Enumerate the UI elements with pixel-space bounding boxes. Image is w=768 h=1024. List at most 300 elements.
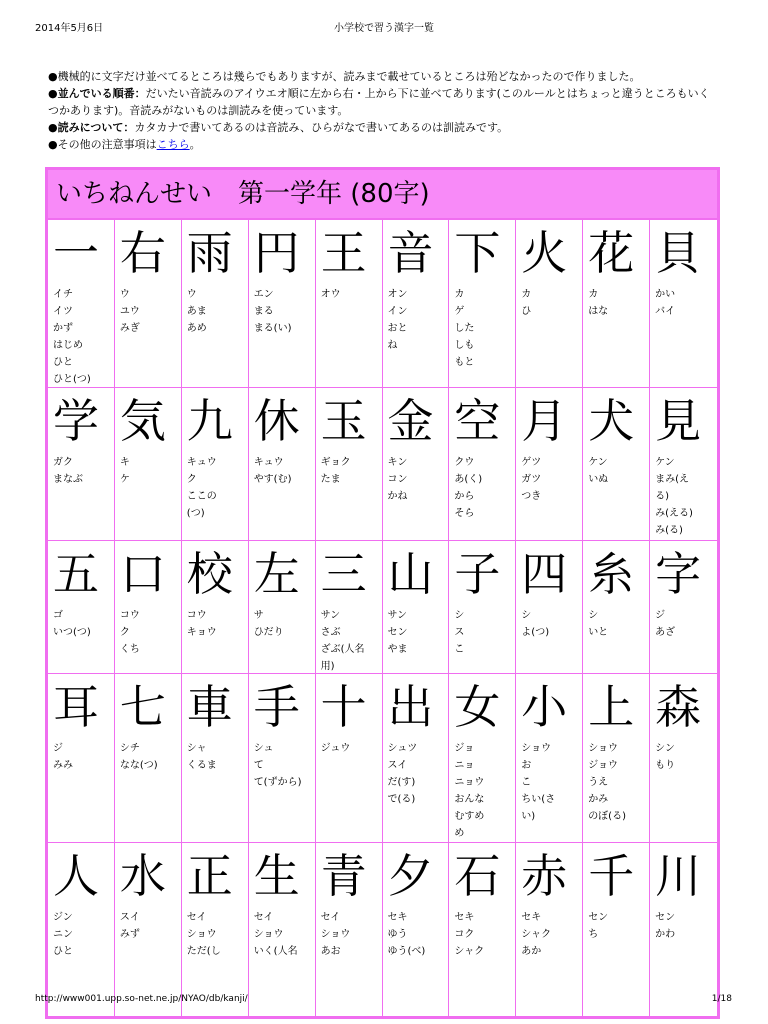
reading: かい xyxy=(655,289,676,300)
kanji-character: 赤 xyxy=(521,849,568,903)
kanji-cell xyxy=(115,674,182,843)
reading: て xyxy=(253,760,264,771)
kanji-cell xyxy=(583,843,650,1019)
kanji-cell xyxy=(316,220,383,388)
kanji-readings xyxy=(254,607,315,641)
kanji-readings xyxy=(321,607,382,674)
kanji-cell xyxy=(516,674,583,843)
reading: かみ xyxy=(588,794,609,805)
reading: やま xyxy=(387,644,408,655)
kanji-readings xyxy=(655,740,717,774)
reading: エン xyxy=(253,289,274,300)
reading: から xyxy=(454,491,475,502)
reading: ひと xyxy=(53,357,73,368)
reading: ざぶ(人名 xyxy=(320,644,365,655)
reading: ね xyxy=(387,340,398,351)
kanji-character: 四 xyxy=(521,547,568,601)
reading: ショウ xyxy=(320,929,351,940)
kanji-cell xyxy=(249,843,316,1019)
kanji-character: 正 xyxy=(186,849,233,903)
kanji-cell xyxy=(449,220,516,388)
kanji-character: 左 xyxy=(253,547,300,601)
reading: キョウ xyxy=(186,627,217,638)
reading: あま xyxy=(186,306,207,317)
kanji-cell xyxy=(650,843,717,1019)
kanji-readings xyxy=(53,607,114,641)
kanji-character: 夕 xyxy=(387,849,434,903)
reading: よ(つ) xyxy=(521,627,550,638)
kanji-character: 子 xyxy=(454,547,501,601)
reading: あめ xyxy=(186,323,207,334)
reading: オウ xyxy=(320,289,341,300)
reading: ガツ xyxy=(521,474,542,485)
kanji-character: 出 xyxy=(387,680,434,734)
kanji-readings xyxy=(187,286,248,337)
kanji-character: 口 xyxy=(119,547,166,601)
reading: コン xyxy=(387,474,408,485)
kanji-readings xyxy=(454,740,515,842)
notes-link[interactable]: こちら xyxy=(156,138,190,151)
reading: カ xyxy=(454,289,465,300)
reading: セン xyxy=(387,627,408,638)
kanji-readings xyxy=(187,454,248,522)
note-text: だいたい音読みのアイウエオ順に左から右・上から下に並べてあります(このルールとはちょっと違うところもいくつかあります)。音読みがないものは訓読みを使っています。 xyxy=(48,87,710,117)
kanji-cell xyxy=(516,843,583,1019)
reading: コク xyxy=(454,929,475,940)
reading: スイ xyxy=(387,760,408,771)
kanji-character: 学 xyxy=(53,394,99,448)
kanji-readings xyxy=(588,454,649,488)
reading: ジョウ xyxy=(588,760,618,771)
reading: ショウ xyxy=(186,929,217,940)
reading: ジ xyxy=(53,743,63,754)
reading: サン xyxy=(320,610,341,621)
reading: した xyxy=(454,323,475,334)
kanji-readings xyxy=(120,740,181,774)
kanji-character: 金 xyxy=(387,394,434,448)
bullet: ● xyxy=(48,70,58,83)
reading: セイ xyxy=(186,912,207,923)
kanji-character: 糸 xyxy=(588,547,635,601)
reading: ショウ xyxy=(253,929,284,940)
reading: うえ xyxy=(588,777,609,788)
bullet: ● xyxy=(48,87,58,100)
print-date: 2014年5月6日 xyxy=(35,23,104,34)
kanji-character: 手 xyxy=(253,680,300,734)
reading: み(る) xyxy=(655,525,683,536)
kanji-character: 上 xyxy=(588,680,635,734)
kanji-character: 玉 xyxy=(320,394,367,448)
reading: ケン xyxy=(655,457,675,468)
kanji-cell xyxy=(48,674,115,843)
kanji-readings xyxy=(521,607,582,641)
kanji-readings xyxy=(588,740,649,825)
kanji-character: 小 xyxy=(521,680,568,734)
kanji-readings xyxy=(588,286,649,320)
kanji-cell xyxy=(249,220,316,388)
kanji-readings xyxy=(388,607,449,658)
reading: だ(す) xyxy=(387,777,416,788)
kanji-cell xyxy=(383,388,450,541)
kanji-cell xyxy=(583,674,650,843)
kanji-readings xyxy=(454,286,515,371)
reading: ジン xyxy=(53,912,73,923)
note-suffix: 。 xyxy=(189,138,201,151)
kanji-readings xyxy=(454,909,515,960)
reading: みみ xyxy=(53,760,73,771)
reading: サン xyxy=(387,610,407,621)
kanji-character: 水 xyxy=(119,849,166,903)
reading: み(える) xyxy=(655,508,693,519)
reading: ひ xyxy=(521,306,532,317)
reading: キ xyxy=(119,457,130,468)
reading: みぎ xyxy=(119,323,140,334)
kanji-readings xyxy=(388,286,449,354)
reading: オン xyxy=(387,289,408,300)
note-4 xyxy=(48,136,718,153)
kanji-readings xyxy=(388,909,449,960)
reading: イツ xyxy=(53,306,73,317)
kanji-cell xyxy=(449,674,516,843)
table-heading: いちねんせい 第一学年 (80字) xyxy=(48,170,717,220)
kanji-readings xyxy=(120,607,181,658)
reading: いぬ xyxy=(588,474,609,485)
reading: のぼ(る) xyxy=(588,811,626,822)
kanji-cell xyxy=(182,541,249,674)
kanji-character: 見 xyxy=(655,394,702,448)
reading: キュウ xyxy=(186,457,217,468)
kanji-cell xyxy=(249,388,316,541)
note-text: 機械的に文字だけ並べてるところは幾らでもありますが、読みまで載せているところは殆どなかったので作りました。 xyxy=(57,70,641,83)
reading: バイ xyxy=(655,306,676,317)
kanji-character: 一 xyxy=(53,226,99,280)
reading: ひと xyxy=(53,946,73,957)
kanji-cell xyxy=(316,541,383,674)
kanji-character: 耳 xyxy=(53,680,99,734)
reading: で(る) xyxy=(387,794,416,805)
kanji-cell xyxy=(316,674,383,843)
kanji-readings xyxy=(521,454,582,505)
reading: ひだり xyxy=(253,627,284,638)
reading: シュ xyxy=(253,743,274,754)
kanji-character: 十 xyxy=(320,680,367,734)
note-2 xyxy=(48,85,718,119)
kanji-cell xyxy=(115,843,182,1019)
reading: いく(人名 xyxy=(253,946,298,957)
kanji-character: 円 xyxy=(253,226,300,280)
kanji-readings xyxy=(321,909,382,960)
bullet: ● xyxy=(48,121,58,134)
reading: セン xyxy=(588,912,609,923)
reading: ただ(し xyxy=(186,946,221,957)
reading: る) xyxy=(655,491,669,502)
kanji-readings xyxy=(254,740,315,791)
kanji-cell xyxy=(316,843,383,1019)
reading: セキ xyxy=(387,912,408,923)
reading: ひと(つ) xyxy=(53,374,91,385)
reading: ケ xyxy=(119,474,130,485)
reading: ギョク xyxy=(320,457,351,468)
kanji-readings xyxy=(120,454,181,488)
reading: (つ) xyxy=(186,508,205,519)
reading: ニョウ xyxy=(454,777,485,788)
reading: かね xyxy=(387,491,408,502)
reading: ク xyxy=(186,474,197,485)
kanji-cell xyxy=(583,220,650,388)
kanji-readings xyxy=(53,286,114,388)
kanji-cell xyxy=(249,674,316,843)
kanji-cell xyxy=(115,388,182,541)
reading: カ xyxy=(521,289,532,300)
kanji-table xyxy=(45,167,720,1019)
kanji-cell xyxy=(516,541,583,674)
kanji-readings xyxy=(321,454,382,488)
reading: おと xyxy=(387,323,408,334)
reading: いと xyxy=(588,627,609,638)
reading: はな xyxy=(588,306,609,317)
kanji-cell xyxy=(182,674,249,843)
kanji-character: 貝 xyxy=(655,226,702,280)
kanji-readings xyxy=(53,909,114,960)
kanji-cell xyxy=(383,220,450,388)
kanji-cell xyxy=(516,388,583,541)
reading: セキ xyxy=(454,912,475,923)
kanji-readings xyxy=(454,607,515,658)
kanji-character: 石 xyxy=(454,849,501,903)
reading: くち xyxy=(119,644,140,655)
reading: かず xyxy=(53,323,73,334)
reading: あか xyxy=(521,946,542,957)
kanji-character: 九 xyxy=(186,394,233,448)
kanji-readings xyxy=(187,607,248,641)
reading: ニン xyxy=(53,929,73,940)
kanji-character: 千 xyxy=(588,849,635,903)
note-1 xyxy=(48,68,718,85)
reading: ゲツ xyxy=(521,457,542,468)
reading: ウ xyxy=(119,289,130,300)
kanji-readings xyxy=(254,286,315,337)
kanji-readings xyxy=(655,909,717,943)
reading: ゴ xyxy=(53,610,63,621)
kanji-character: 川 xyxy=(655,849,702,903)
reading: シュツ xyxy=(387,743,418,754)
reading: しも xyxy=(454,340,475,351)
note-3 xyxy=(48,119,718,136)
reading: お xyxy=(521,760,532,771)
reading: コウ xyxy=(186,610,207,621)
reading: い) xyxy=(521,811,536,822)
reading: シ xyxy=(454,610,465,621)
kanji-character: 森 xyxy=(655,680,702,734)
kanji-readings xyxy=(388,740,449,808)
kanji-cell xyxy=(449,843,516,1019)
bullet: ● xyxy=(48,138,58,151)
kanji-readings xyxy=(655,454,717,539)
kanji-character: 休 xyxy=(253,394,300,448)
kanji-character: 青 xyxy=(320,849,367,903)
kanji-cell xyxy=(48,388,115,541)
kanji-readings xyxy=(588,607,649,641)
kanji-cell xyxy=(383,843,450,1019)
reading: むすめ xyxy=(454,811,485,822)
reading: ガク xyxy=(53,457,73,468)
kanji-character: 花 xyxy=(588,226,635,280)
kanji-readings xyxy=(521,909,582,960)
reading: くるま xyxy=(186,760,217,771)
note-text: その他の注意事項は xyxy=(57,138,157,151)
kanji-cell xyxy=(383,541,450,674)
reading: コウ xyxy=(119,610,140,621)
reading: まなぶ xyxy=(53,474,83,485)
kanji-cell xyxy=(115,541,182,674)
reading: あお xyxy=(320,946,341,957)
reading: シ xyxy=(521,610,532,621)
reading: キン xyxy=(387,457,408,468)
kanji-character: 火 xyxy=(521,226,568,280)
kanji-character: 人 xyxy=(53,849,99,903)
reading: シャク xyxy=(454,946,485,957)
kanji-cell xyxy=(449,541,516,674)
kanji-cell xyxy=(650,541,717,674)
page-title: 小学校で習う漢字一覧 xyxy=(334,23,434,34)
kanji-cell xyxy=(650,674,717,843)
kanji-character: 下 xyxy=(454,226,501,280)
reading: そら xyxy=(454,508,475,519)
kanji-readings xyxy=(388,454,449,505)
kanji-character: 車 xyxy=(186,680,233,734)
reading: かわ xyxy=(655,929,676,940)
reading: シチ xyxy=(119,743,140,754)
kanji-readings xyxy=(187,909,248,960)
kanji-readings xyxy=(254,454,315,488)
reading: シャ xyxy=(186,743,207,754)
kanji-readings xyxy=(588,909,649,943)
kanji-grid xyxy=(48,220,717,1019)
reading: まみ(え xyxy=(655,474,689,485)
reading: みず xyxy=(119,929,140,940)
reading: こ xyxy=(521,777,532,788)
kanji-character: 気 xyxy=(119,394,166,448)
kanji-character: 空 xyxy=(454,394,501,448)
reading: クウ xyxy=(454,457,475,468)
reading: セイ xyxy=(253,912,274,923)
kanji-character: 月 xyxy=(521,394,568,448)
kanji-character: 三 xyxy=(320,547,367,601)
reading: セイ xyxy=(320,912,341,923)
reading: やす(む) xyxy=(253,474,292,485)
reading: ス xyxy=(454,627,465,638)
reading: シン xyxy=(655,743,675,754)
note-label: 並んでいる順番： xyxy=(57,87,146,100)
kanji-character: 校 xyxy=(186,547,233,601)
kanji-character: 音 xyxy=(387,226,434,280)
reading: もと xyxy=(454,357,475,368)
kanji-cell xyxy=(583,388,650,541)
kanji-readings xyxy=(521,740,582,825)
reading: サ xyxy=(253,610,264,621)
kanji-cell xyxy=(516,220,583,388)
kanji-cell xyxy=(48,541,115,674)
reading: ユウ xyxy=(119,306,140,317)
reading: め xyxy=(454,828,465,839)
kanji-readings xyxy=(321,740,382,757)
reading: いつ(つ) xyxy=(53,627,91,638)
kanji-readings xyxy=(187,740,248,774)
reading: ゆう(べ) xyxy=(387,946,426,957)
reading: ゲ xyxy=(454,306,465,317)
kanji-cell xyxy=(48,843,115,1019)
kanji-readings xyxy=(120,909,181,943)
kanji-character: 雨 xyxy=(186,226,233,280)
reading: ジョ xyxy=(454,743,475,754)
kanji-cell xyxy=(449,388,516,541)
reading: ショウ xyxy=(521,743,552,754)
kanji-character: 七 xyxy=(119,680,166,734)
reading: ち xyxy=(588,929,599,940)
reading: ショウ xyxy=(588,743,618,754)
reading: セキ xyxy=(521,912,542,923)
reading: たま xyxy=(320,474,341,485)
kanji-readings xyxy=(53,740,114,774)
reading: ちい(さ xyxy=(521,794,556,805)
reading: シ xyxy=(588,610,599,621)
kanji-character: 女 xyxy=(454,680,501,734)
note-label: 読みについて： xyxy=(57,121,135,134)
reading: て(ずから) xyxy=(253,777,302,788)
kanji-character: 犬 xyxy=(588,394,635,448)
kanji-cell xyxy=(650,220,717,388)
kanji-cell xyxy=(650,388,717,541)
reading: イチ xyxy=(53,289,73,300)
reading: シャク xyxy=(521,929,552,940)
kanji-readings xyxy=(521,286,582,320)
kanji-cell xyxy=(583,541,650,674)
reading: ジ xyxy=(655,610,666,621)
kanji-cell xyxy=(383,674,450,843)
kanji-readings xyxy=(655,607,717,641)
reading: 用) xyxy=(320,661,335,672)
reading: まる(い) xyxy=(253,323,292,334)
reading: あざ xyxy=(655,627,676,638)
reading: もり xyxy=(655,760,676,771)
kanji-readings xyxy=(321,286,382,303)
reading: ゆう xyxy=(387,929,408,940)
kanji-readings xyxy=(53,454,114,488)
reading: さぶ xyxy=(320,627,341,638)
kanji-cell xyxy=(182,388,249,541)
kanji-cell xyxy=(182,220,249,388)
kanji-cell xyxy=(182,843,249,1019)
reading: スイ xyxy=(119,912,140,923)
reading: ケン xyxy=(588,457,608,468)
kanji-cell xyxy=(115,220,182,388)
reading: おんな xyxy=(454,794,485,805)
reading: イン xyxy=(387,306,408,317)
kanji-cell xyxy=(249,541,316,674)
kanji-cell xyxy=(48,220,115,388)
note-text: カタカナで書いてあるのは音読み、ひらがなで書いてあるのは訓読みです。 xyxy=(134,121,509,134)
kanji-readings xyxy=(254,909,315,960)
notes xyxy=(48,68,718,153)
reading: ここの xyxy=(186,491,217,502)
reading: まる xyxy=(253,306,274,317)
kanji-character: 生 xyxy=(253,849,300,903)
kanji-character: 字 xyxy=(655,547,702,601)
footer-url: http://www001.upp.so-net.ne.jp/NYAO/db/kanji/ xyxy=(35,994,248,1004)
reading: ウ xyxy=(186,289,197,300)
page-number: 1/18 xyxy=(711,994,732,1004)
reading: はじめ xyxy=(53,340,83,351)
